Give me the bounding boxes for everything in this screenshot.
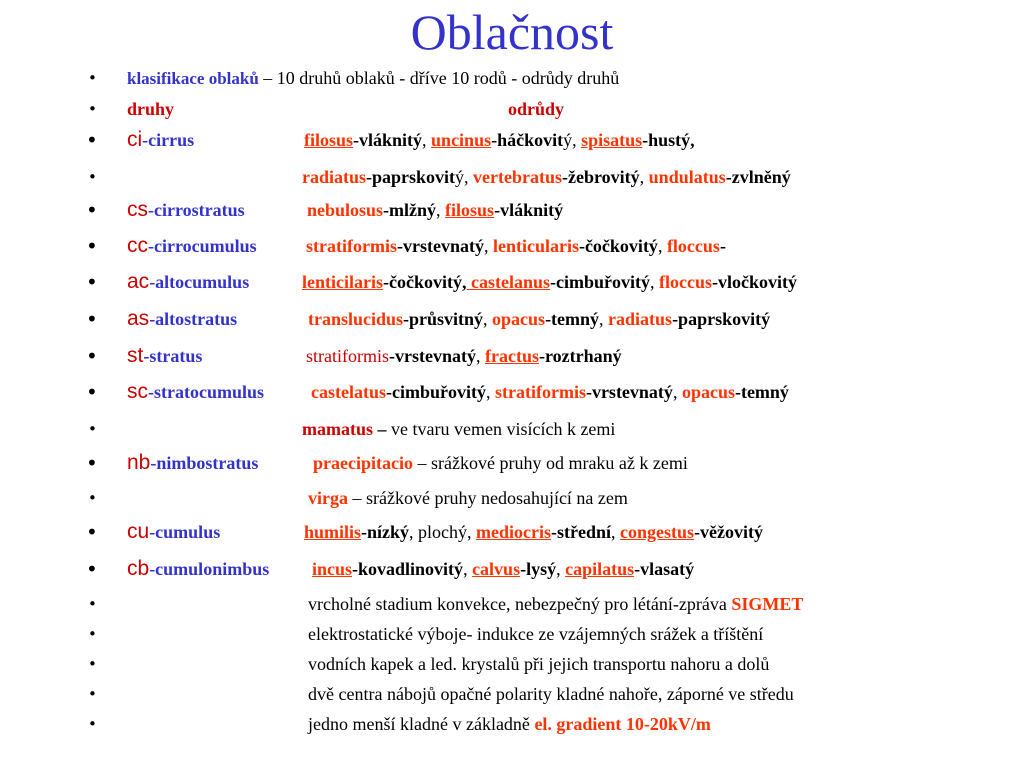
variety-text: ,	[599, 309, 609, 329]
cloud-type	[127, 268, 249, 296]
cloud-row	[0, 196, 1024, 224]
variety-text: -nízký	[361, 522, 410, 542]
cloud-type	[127, 196, 245, 224]
variety-text: -háčkovit	[491, 130, 564, 150]
bullet: •	[86, 234, 98, 258]
header-druhy: druhy	[127, 99, 175, 119]
variety-text: – srážkové pruhy nedosahující na zem	[348, 488, 628, 508]
cloud-abbr: cu	[127, 520, 150, 543]
variety-text: -kovadlinovitý	[352, 559, 464, 579]
variety-text: -vločkovitý	[711, 272, 797, 292]
variety-text: -žebrovitý	[562, 167, 640, 187]
variety-text: ,	[611, 522, 621, 542]
cloud-abbr: nb	[127, 451, 151, 474]
intro-text	[127, 64, 619, 93]
cloud-type	[127, 378, 264, 406]
cloud-name: -altostratus	[149, 309, 238, 329]
variety-text: -věžovitý	[694, 522, 764, 542]
bullet: •	[88, 100, 97, 118]
variety-text: virga	[308, 488, 348, 508]
cloud-abbr: cs	[127, 198, 148, 221]
variety-text: mediocris	[476, 522, 552, 542]
cloud-type	[127, 305, 237, 333]
cloud-name: -cumulonimbus	[149, 559, 270, 579]
cloud-name: -altocumulus	[149, 272, 250, 292]
cloud-name: -cumulus	[149, 522, 221, 542]
variety-text: -lysý	[520, 559, 557, 579]
variety-text: -průsvitný	[403, 309, 484, 329]
variety-text: ,	[436, 200, 446, 220]
variety-text: lenticularis	[492, 236, 579, 256]
variety-text: fractus	[484, 346, 539, 366]
variety-text: -vrstevnatý	[396, 236, 484, 256]
bullet: •	[86, 380, 98, 404]
cloud-abbr: as	[127, 307, 150, 330]
cloud-varieties	[302, 163, 791, 191]
header-row	[0, 95, 1024, 123]
cloud-row	[0, 163, 1024, 191]
cloud-varieties	[304, 518, 763, 546]
variety-text: -vláknitý	[494, 200, 564, 220]
cloud-row	[0, 126, 1024, 154]
variety-text: -vláknitý	[353, 130, 423, 150]
note-row	[0, 710, 1024, 738]
variety-text: humilis	[304, 522, 362, 542]
cloud-name: -cirrocumulus	[148, 236, 257, 256]
note-row	[0, 590, 1024, 618]
variety-text: calvus	[472, 559, 521, 579]
variety-text: -	[719, 236, 726, 256]
variety-text: radiatus	[302, 167, 367, 187]
note-segment: vodních kapek a led. krystalů při jejich transportu nahoru a dolů	[308, 654, 770, 674]
variety-text: castelatus	[311, 382, 386, 402]
cloud-type	[127, 342, 202, 370]
cloud-row	[0, 518, 1024, 546]
page-title: Oblačnost	[410, 4, 614, 60]
variety-text: praecipitacio	[313, 453, 413, 473]
cloud-row	[0, 415, 1024, 443]
cloud-varieties	[313, 449, 688, 477]
note-segment: jedno menší kladné v základně	[308, 714, 535, 734]
cloud-varieties	[304, 126, 695, 154]
variety-text: -čočkovitý,	[382, 272, 467, 292]
variety-text: filosus	[304, 130, 354, 150]
variety-text: ý,	[563, 130, 582, 150]
variety-text: ,	[639, 167, 649, 187]
variety-text: –	[373, 419, 391, 439]
cloud-varieties	[312, 555, 694, 583]
variety-text: stratiformis	[494, 382, 586, 402]
variety-text: -paprskovit	[366, 167, 456, 187]
note-text	[308, 680, 794, 708]
variety-text: -cimbuřovitý	[549, 272, 650, 292]
cloud-name: -stratocumulus	[148, 382, 264, 402]
variety-text: -vrstevnatý	[585, 382, 673, 402]
variety-text: spisatus	[581, 130, 643, 150]
note-row	[0, 680, 1024, 708]
cloud-type	[127, 555, 269, 583]
bullet: •	[86, 270, 98, 294]
cloud-name: -stratus	[143, 346, 203, 366]
cloud-type	[127, 518, 220, 546]
cloud-varieties	[306, 232, 726, 260]
variety-text: vertebratus	[473, 167, 563, 187]
bullet: •	[88, 715, 97, 733]
bullet: •	[88, 625, 97, 643]
note-segment: SIGMET	[731, 594, 804, 614]
variety-text: – srážkové pruhy od mraku až k zemi	[412, 453, 688, 473]
note-text	[308, 650, 769, 678]
cloud-varieties	[306, 342, 622, 370]
variety-text: ,	[485, 382, 495, 402]
bullet: •	[86, 451, 98, 475]
cloud-varieties	[302, 415, 615, 443]
variety-text: nebulosus	[307, 200, 384, 220]
note-segment: vrcholné stadium konvekce, nebezpečný pro létání-zpráva	[308, 594, 732, 614]
variety-text: castelanus	[466, 272, 550, 292]
bullet: •	[86, 307, 98, 331]
variety-text: ý,	[455, 167, 474, 187]
variety-text: -temný	[734, 382, 789, 402]
variety-text: ,	[657, 236, 667, 256]
variety-text: -temný	[545, 309, 600, 329]
cloud-row	[0, 232, 1024, 260]
intro-label: klasifikace oblaků	[127, 69, 259, 88]
cloud-varieties	[307, 196, 563, 224]
cloud-varieties	[302, 268, 797, 296]
note-segment: el. gradient 10-20kV/m	[534, 714, 711, 734]
variety-text: translucidus	[308, 309, 404, 329]
variety-text: -mlžný	[383, 200, 437, 220]
header-odrudy: odrůdy	[508, 99, 565, 119]
bullet: •	[88, 655, 97, 673]
bullet: •	[88, 489, 97, 507]
variety-text: ,	[475, 346, 485, 366]
cloud-type	[127, 232, 257, 260]
variety-text: mamatus	[302, 419, 373, 439]
variety-text: floccus	[658, 272, 712, 292]
cloud-row	[0, 342, 1024, 370]
cloud-row	[0, 378, 1024, 406]
variety-text: opacus	[681, 382, 735, 402]
note-text	[308, 710, 711, 738]
variety-text: ,	[556, 559, 566, 579]
cloud-row	[0, 484, 1024, 512]
variety-text: -roztrhaný	[538, 346, 622, 366]
intro-body: – 10 druhů oblaků - dříve 10 rodů - odrůdy druhů	[258, 68, 620, 88]
bullet: •	[88, 595, 97, 613]
cloud-name: -nimbostratus	[150, 453, 259, 473]
variety-text: -vrstevnatý	[389, 346, 476, 366]
variety-text: floccus	[666, 236, 720, 256]
cloud-row	[0, 268, 1024, 296]
note-row	[0, 650, 1024, 678]
note-text	[308, 620, 763, 648]
cloud-name: -cirrostratus	[148, 200, 245, 220]
variety-text: radiatus	[608, 309, 673, 329]
variety-text: undulatus	[648, 167, 726, 187]
variety-text: -zvlněný	[725, 167, 791, 187]
cloud-abbr: cb	[127, 557, 150, 580]
variety-text: ,	[483, 309, 493, 329]
cloud-row	[0, 305, 1024, 333]
bullet: •	[86, 344, 98, 368]
variety-text: ve tvaru vemen visících k zemi	[391, 419, 616, 439]
cloud-abbr: ac	[127, 270, 150, 293]
variety-text: ,	[422, 130, 432, 150]
variety-text: stratiformis	[306, 346, 389, 366]
cloud-abbr: sc	[127, 380, 148, 403]
variety-text: uncinus	[431, 130, 492, 150]
cloud-abbr: st	[127, 344, 144, 367]
cloud-abbr: cc	[127, 234, 148, 257]
variety-text: ,	[463, 559, 473, 579]
note-segment: dvě centra nábojů opačné polarity kladné nahoře, záporné ve středu	[308, 684, 794, 704]
note-row	[0, 620, 1024, 648]
note-segment: elektrostatické výboje- indukce ze vzájemných srážek a tříštění	[308, 624, 764, 644]
variety-text: , plochý,	[409, 522, 477, 542]
variety-text: capilatus	[565, 559, 635, 579]
variety-text: ,	[483, 236, 493, 256]
variety-text: incus	[312, 559, 353, 579]
variety-text: -střední	[551, 522, 612, 542]
variety-text: -čočkovitý	[578, 236, 658, 256]
cloud-varieties	[311, 378, 789, 406]
variety-text: -vlasatý	[634, 559, 695, 579]
variety-text: ,	[649, 272, 659, 292]
variety-text: congestus	[620, 522, 695, 542]
note-text	[308, 590, 803, 618]
cloud-type	[127, 126, 194, 154]
bullet: •	[86, 128, 98, 152]
cloud-abbr: ci	[127, 128, 143, 151]
variety-text: filosus	[445, 200, 495, 220]
bullet: •	[86, 198, 98, 222]
bullet: •	[88, 420, 97, 438]
cloud-row	[0, 555, 1024, 583]
cloud-varieties	[308, 484, 628, 512]
variety-text: ,	[672, 382, 682, 402]
cloud-row	[0, 449, 1024, 477]
variety-text: -hustý,	[642, 130, 695, 150]
variety-text: -cimbuřovitý	[386, 382, 486, 402]
bullet: •	[88, 685, 97, 703]
bullet: •	[86, 520, 98, 544]
variety-text: stratiformis	[306, 236, 397, 256]
bullet: •	[88, 168, 97, 186]
variety-text: opacus	[492, 309, 546, 329]
variety-text: lenticilaris	[302, 272, 383, 292]
bullet: •	[86, 557, 98, 581]
variety-text: -paprskovitý	[672, 309, 771, 329]
cloud-varieties	[308, 305, 770, 333]
cloud-type	[127, 449, 258, 477]
intro-row	[0, 64, 1024, 92]
bullet: •	[88, 69, 97, 87]
cloud-name: -cirrus	[142, 130, 195, 150]
